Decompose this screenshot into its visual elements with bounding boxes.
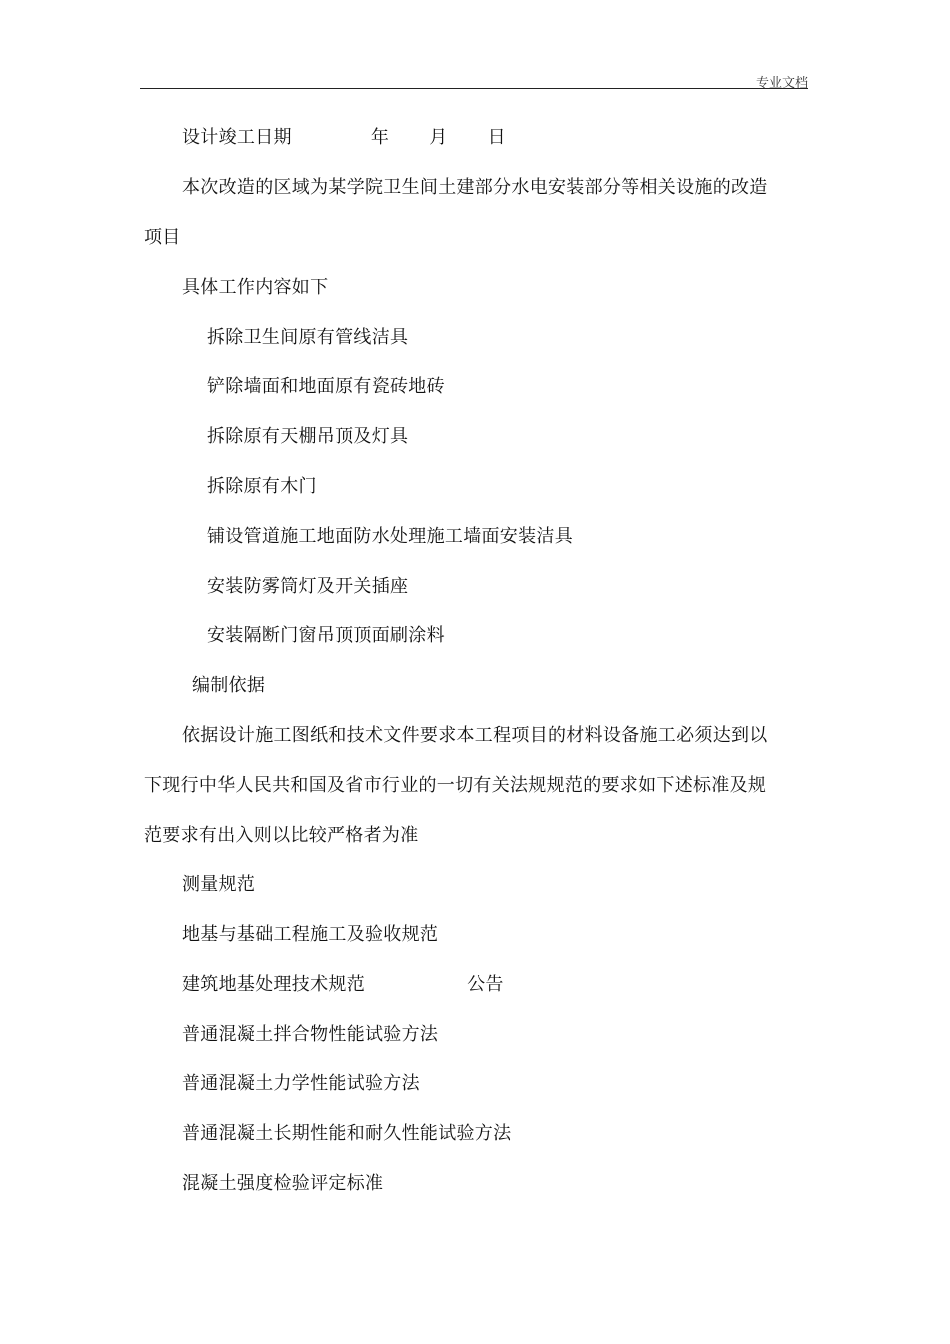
standard-item-with-note xyxy=(182,974,504,996)
standard-item: 建筑地基处理技术规范 xyxy=(182,974,365,995)
standard-item: 普通混凝土拌合物性能试验方法 xyxy=(182,1024,439,1045)
work-item: 铲除墙面和地面原有瓷砖地砖 xyxy=(207,376,445,397)
completion-date-label: 设计竣工日期 xyxy=(182,127,292,148)
standard-note: 公告 xyxy=(467,974,504,995)
standard-item: 普通混凝土长期性能和耐久性能试验方法 xyxy=(182,1123,512,1144)
basis-paragraph-line-1: 依据设计施工图纸和技术文件要求本工程项目的材料设备施工必须达到以 xyxy=(182,725,768,746)
basis-paragraph-line-3: 范要求有出入则以比较严格者为准 xyxy=(144,825,419,846)
work-item: 安装隔断门窗吊顶顶面刷涂料 xyxy=(207,625,445,646)
scope-paragraph-line-2: 项目 xyxy=(144,227,181,248)
work-item: 拆除卫生间原有管线洁具 xyxy=(207,327,409,348)
basis-paragraph-line-2: 下现行中华人民共和国及省市行业的一切有关法规规范的要求如下述标准及规 xyxy=(144,775,767,796)
work-item: 拆除原有木门 xyxy=(207,476,317,497)
standard-item: 混凝土强度检验评定标准 xyxy=(182,1173,384,1194)
standard-item: 测量规范 xyxy=(182,874,256,895)
completion-year: 年 xyxy=(370,127,390,148)
work-item: 铺设管道施工地面防水处理施工墙面安装洁具 xyxy=(207,526,573,547)
standard-item: 地基与基础工程施工及验收规范 xyxy=(182,924,439,945)
work-item: 安装防雾筒灯及开关插座 xyxy=(207,576,409,597)
work-item: 拆除原有天棚吊顶及灯具 xyxy=(207,426,409,447)
completion-month: 月 xyxy=(429,127,448,148)
header-label: 专业文档 xyxy=(755,76,808,91)
completion-date-line xyxy=(182,127,506,149)
standard-item: 普通混凝土力学性能试验方法 xyxy=(182,1073,420,1094)
header-rule xyxy=(140,88,808,89)
completion-day: 日 xyxy=(487,127,506,148)
scope-paragraph-line-1: 本次改造的区域为某学院卫生间土建部分水电安装部分等相关设施的改造 xyxy=(182,177,768,198)
basis-heading: 编制依据 xyxy=(192,675,266,696)
work-heading: 具体工作内容如下 xyxy=(182,277,329,298)
